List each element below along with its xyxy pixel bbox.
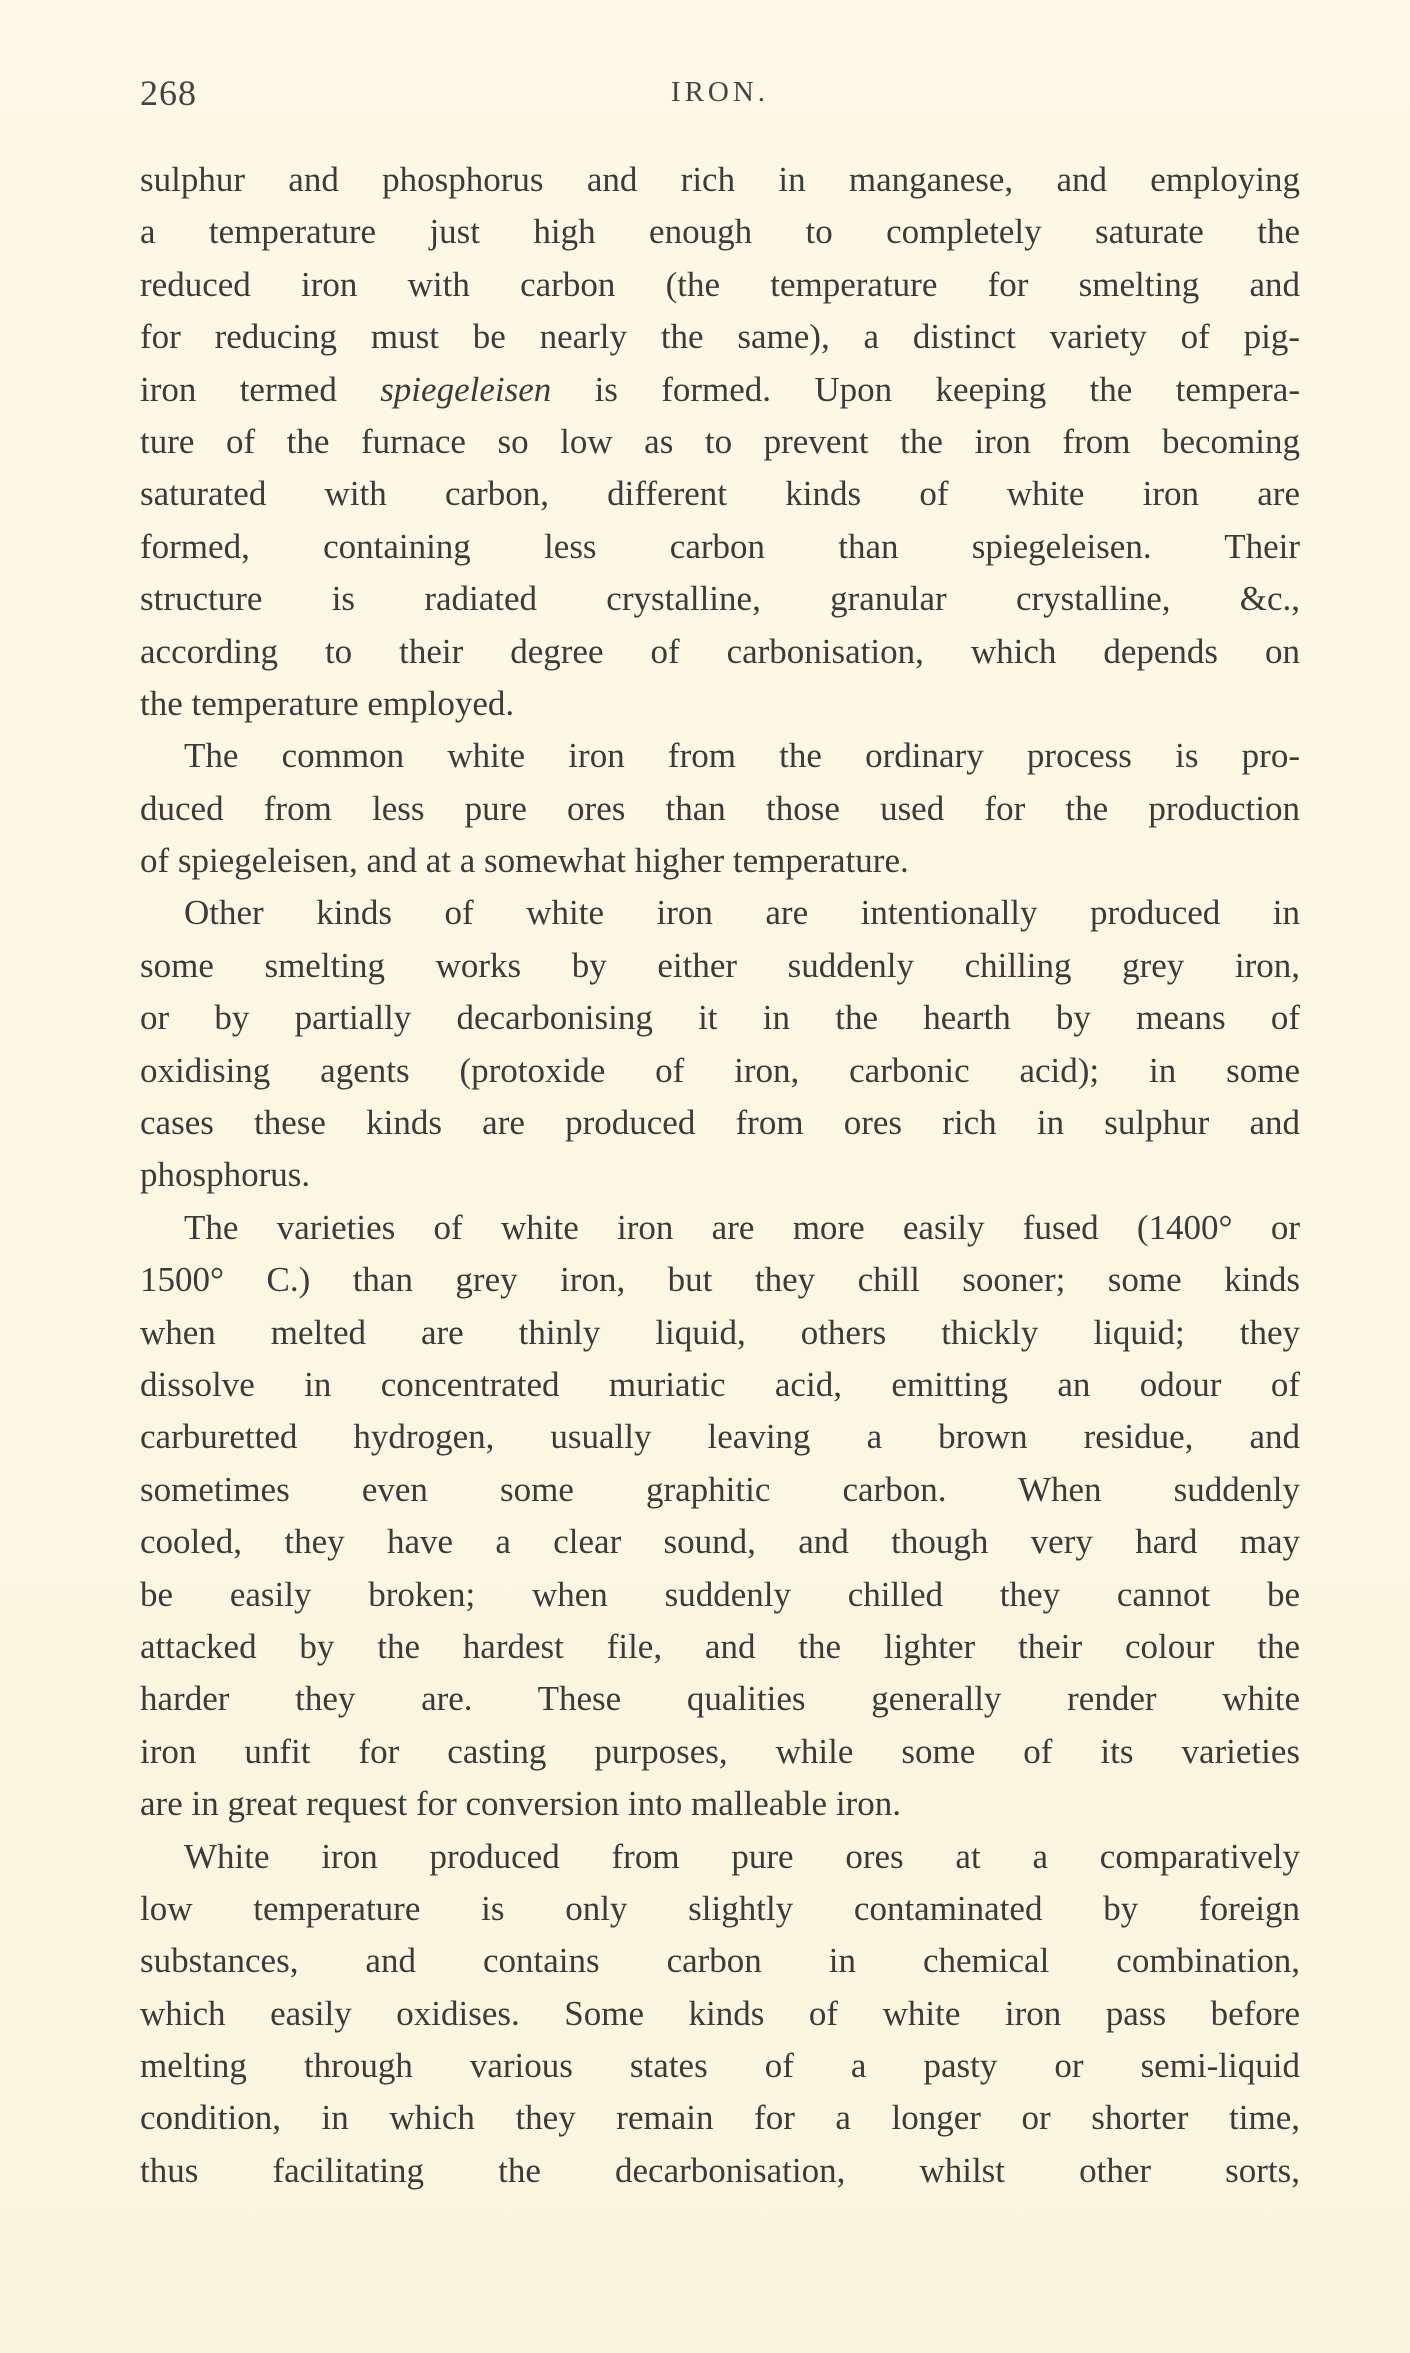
text-line: which easily oxidises. Some kinds of white iron pass before	[140, 1993, 1300, 2033]
text-line: substances, and contains carbon in chemical combination,	[140, 1941, 1300, 1981]
page-number: 268	[140, 73, 197, 113]
text-line: cases these kinds are produced from ores rich in sulphur and	[140, 1103, 1300, 1143]
text-line: when melted are thinly liquid, others thickly liquid; they	[140, 1312, 1300, 1352]
text-line: a temperature just high enough to completely saturate the	[140, 212, 1300, 252]
text-line: carburetted hydrogen, usually leaving a brown residue, and	[140, 1417, 1300, 1457]
text-line: of spiegeleisen, and at a somewhat higher temperature.	[140, 841, 909, 881]
text-line: some smelting works by either suddenly chilling grey iron,	[140, 945, 1300, 985]
text-line: dissolve in concentrated muriatic acid, emitting an odour of	[140, 1364, 1300, 1404]
text-fragment: is formed. Upon keeping the tempera-	[551, 369, 1300, 409]
text-line: 1500° C.) than grey iron, but they chill sooner; some kinds	[140, 1260, 1300, 1300]
text-line: condition, in which they remain for a longer or shorter time,	[140, 2098, 1300, 2138]
text-line: low temperature is only slightly contaminated by foreign	[140, 1888, 1300, 1928]
text-line: saturated with carbon, different kinds of white iron are	[140, 474, 1300, 514]
text-line: the temperature employed.	[140, 683, 515, 723]
text-line: structure is radiated crystalline, granular crystalline, &c.,	[140, 579, 1300, 619]
text-line: oxidising agents (protoxide of iron, carbonic acid); in some	[140, 1050, 1300, 1090]
italic-term: spiegeleisen	[380, 369, 552, 409]
text-line: be easily broken; when suddenly chilled they cannot be	[140, 1574, 1300, 1614]
paragraph-first-line: Other kinds of white iron are intentionally produced in	[184, 893, 1300, 933]
text-line: formed, containing less carbon than spiegeleisen. Their	[140, 526, 1300, 566]
paragraph-first-line: The common white iron from the ordinary process is pro-	[184, 736, 1300, 776]
text-line: are in great request for conversion into malleable iron.	[140, 1784, 901, 1824]
text-line: thus facilitating the decarbonisation, whilst other sorts,	[140, 2150, 1300, 2190]
text-line	[140, 364, 1300, 416]
text-line: sulphur and phosphorus and rich in manganese, and employing	[140, 160, 1300, 199]
paragraph-first-line: White iron produced from pure ores at a comparatively	[184, 1836, 1300, 1876]
text-line: cooled, they have a clear sound, and though very hard may	[140, 1522, 1300, 1562]
body-text	[140, 154, 1300, 2197]
text-line: reduced iron with carbon (the temperature for smelting and	[140, 264, 1300, 304]
paragraph-first-line: The varieties of white iron are more easily fused (1400° or	[184, 1207, 1300, 1247]
text-line: attacked by the hardest file, and the lighter their colour the	[140, 1626, 1300, 1666]
running-title: IRON.	[670, 76, 770, 108]
page-header	[140, 72, 1300, 122]
text-line: according to their degree of carbonisation, which depends on	[140, 631, 1300, 671]
text-fragment: iron termed	[140, 369, 381, 409]
text-line: or by partially decarbonising it in the hearth by means of	[140, 998, 1300, 1038]
text-line: harder they are. These qualities generally render white	[140, 1679, 1300, 1719]
text-line: duced from less pure ores than those used for the production	[140, 788, 1300, 828]
text-line: melting through various states of a pasty or semi-liquid	[140, 2046, 1300, 2086]
text-line: iron unfit for casting purposes, while some of its varieties	[140, 1731, 1300, 1771]
text-line: for reducing must be nearly the same), a distinct variety of pig-	[140, 317, 1300, 357]
text-line: ture of the furnace so low as to prevent the iron from becoming	[140, 421, 1300, 461]
text-line: phosphorus.	[140, 1155, 311, 1195]
text-line: sometimes even some graphitic carbon. When suddenly	[140, 1469, 1300, 1509]
